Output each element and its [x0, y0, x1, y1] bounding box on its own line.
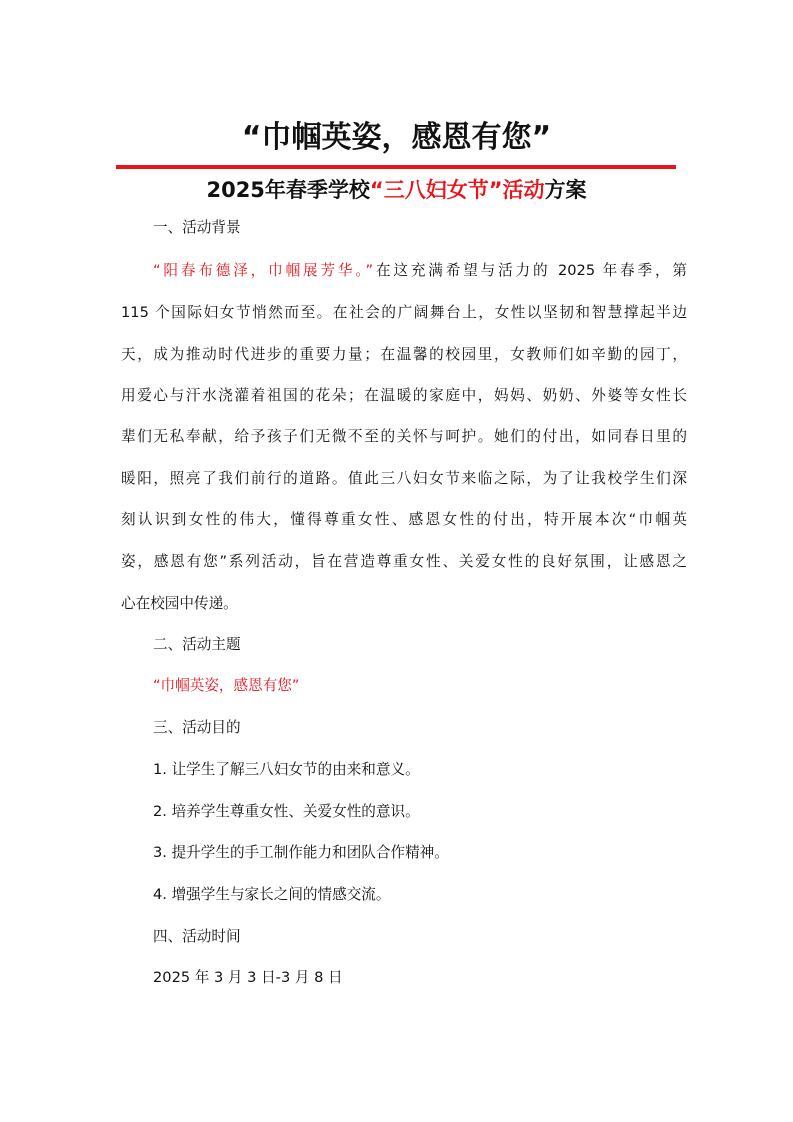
paragraph-line: 115 个国际妇女节悄然而至。在社会的广阔舞台上，女性以坚韧和智慧撑起半边 [121, 304, 687, 321]
paragraph-line: 天，成为推动时代进步的重要力量；在温馨的校园里，女教师们如辛勤的园丁， [121, 346, 687, 363]
goal-item: 4. 增强学生与家长之间的情感交流。 [153, 886, 391, 903]
subtitle-prefix: 2025年春季学校 [206, 178, 370, 202]
document-title: “巾帼英姿，感恩有您” [241, 120, 552, 155]
goal-item: 3. 提升学生的手工制作能力和团队合作精神。 [153, 844, 449, 861]
text: 在这充满希望与活力的 2025 年春季，第 [373, 262, 687, 279]
section-heading: 二、活动主题 [153, 636, 241, 653]
red-divider [116, 165, 676, 169]
paragraph-line: 用爱心与汗水浇灌着祖国的花朵；在温暖的家庭中，妈妈、奶奶、外婆等女性长 [121, 387, 687, 404]
section-heading: 一、活动背景 [153, 219, 241, 236]
paragraph-line [153, 261, 687, 281]
paragraph-line: 姿，感恩有您”系列活动，旨在营造尊重女性、关爱女性的良好氛围，让感恩之 [121, 553, 687, 570]
document-subtitle [0, 174, 793, 204]
section-heading: 三、活动目的 [153, 719, 241, 736]
paragraph-line: 心在校园中传递。 [121, 595, 238, 612]
goal-item: 1. 让学生了解三八妇女节的由来和意义。 [153, 761, 420, 778]
subtitle-highlight: “三八妇女节”活动 [369, 178, 545, 202]
paragraph-line: 暖阳，照亮了我们前行的道路。值此三八妇女节来临之际，为了让我校学生们深 [121, 470, 687, 487]
theme-text: “巾帼英姿，感恩有您” [153, 677, 300, 694]
activity-time: 2025 年 3 月 3 日-3 月 8 日 [153, 969, 343, 986]
quote: “阳春布德泽，巾帼展芳华。” [153, 262, 374, 279]
paragraph-line: 刻认识到女性的伟大，懂得尊重女性、感恩女性的付出，特开展本次“巾帼英 [121, 511, 687, 528]
section-heading: 四、活动时间 [153, 928, 241, 945]
subtitle-suffix: 方案 [544, 178, 587, 202]
goal-item: 2. 培养学生尊重女性、关爱女性的意识。 [153, 803, 420, 820]
paragraph-line: 辈们无私奉献，给予孩子们无微不至的关怀与呵护。她们的付出，如同春日里的 [121, 428, 687, 445]
